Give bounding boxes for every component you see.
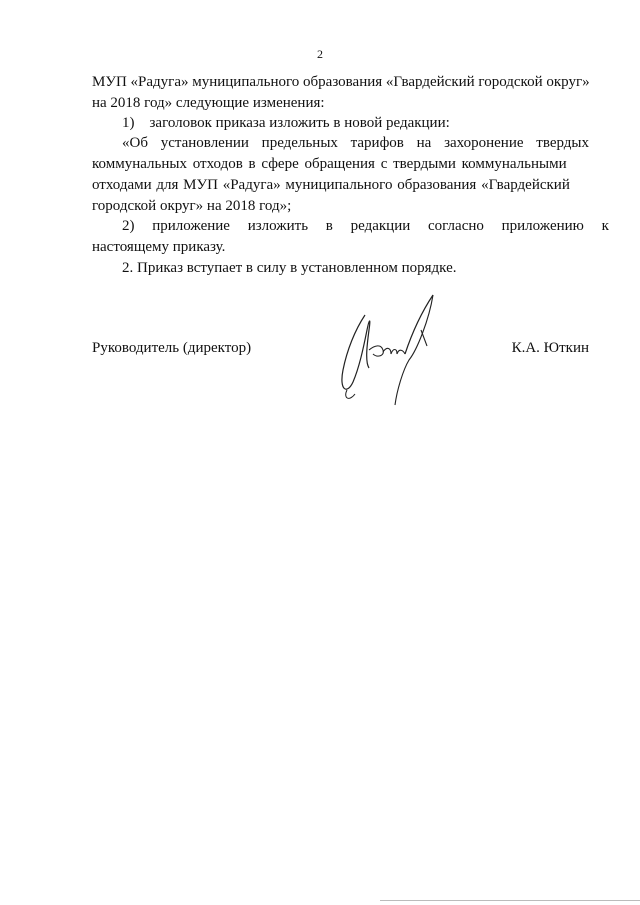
item-2 (92, 216, 609, 258)
signatory-title: Руководитель (директор) (92, 340, 252, 356)
item-1 (92, 113, 589, 134)
quote-line-4: городской округ» на 2018 год»; (92, 198, 292, 214)
page-number: 2 (317, 47, 323, 61)
intro-line-2: на 2018 год» следующие изменения: (92, 95, 325, 111)
item-1-text: 1) заголовок приказа изложить в новой редакции: (122, 115, 450, 131)
item-2-line-1: 2) приложение изложить в редакции согласно приложению к (122, 218, 609, 234)
signatory-name: К.А. Юткин (511, 340, 589, 356)
item-2-line-2: настоящему приказу. (92, 239, 226, 255)
quote-line-3: отходами для МУП «Радуга» муниципального образования «Гвардейский (92, 177, 570, 193)
intro-paragraph (92, 72, 589, 114)
handwritten-signature (325, 290, 445, 410)
bottom-edge-line (380, 900, 640, 901)
quote-line-2: коммунальных отходов в сфере обращения с твердыми коммунальными (92, 156, 567, 172)
item-3-text: 2. Приказ вступает в силу в установленном порядке. (122, 260, 457, 276)
item-3 (92, 258, 589, 279)
intro-line-1: МУП «Радуга» муниципального образования «Гвардейский городской округ» (92, 74, 590, 90)
quote-line-1: «Об установлении предельных тарифов на захоронение твердых (122, 135, 589, 151)
new-title-quote (92, 133, 589, 217)
